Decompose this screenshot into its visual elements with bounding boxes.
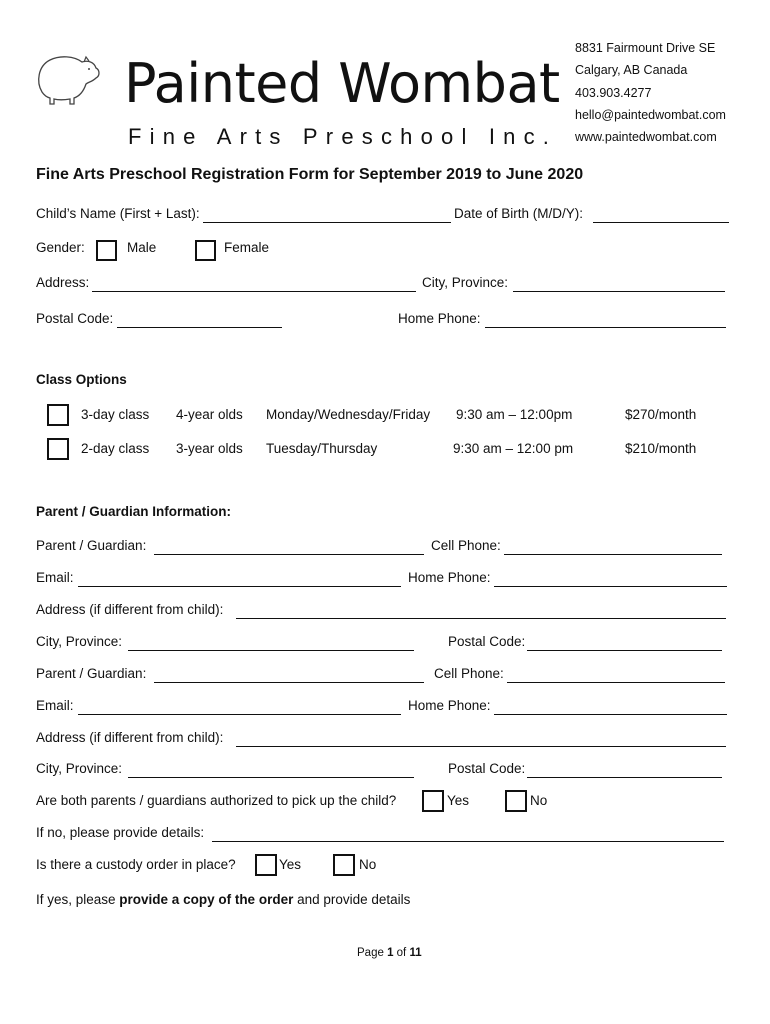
pickup-yes-label: Yes	[447, 793, 470, 808]
class-schedule: Tuesday/Thursday	[266, 441, 378, 456]
pickup-yes-checkbox[interactable]	[422, 790, 444, 812]
custody-no-checkbox[interactable]	[333, 854, 355, 876]
child-address-label: Address:	[36, 275, 90, 290]
guardian2-address-label: Address (if different from child):	[36, 730, 224, 745]
child-name-field[interactable]	[203, 222, 451, 223]
child-home-phone-field[interactable]	[485, 327, 726, 328]
guardian1-postal-field[interactable]	[527, 650, 722, 651]
guardian1-city-field[interactable]	[128, 650, 414, 651]
guardian2-postal-field[interactable]	[527, 777, 722, 778]
parent-heading: Parent / Guardian Information:	[36, 504, 232, 519]
class-option-checkbox[interactable]	[47, 438, 69, 460]
class-age: 3-year olds	[176, 441, 243, 456]
guardian2-postal-label: Postal Code:	[448, 761, 526, 776]
gender-female-checkbox[interactable]	[195, 240, 216, 261]
class-option-checkbox[interactable]	[47, 404, 69, 426]
guardian2-cell-label: Cell Phone:	[434, 666, 504, 681]
class-days: 3-day class	[81, 407, 150, 422]
gender-male-label: Male	[127, 240, 157, 255]
guardian1-home-phone-label: Home Phone:	[408, 570, 491, 585]
details-field[interactable]	[212, 841, 724, 842]
child-name-label: Child’s Name (First + Last):	[36, 206, 200, 221]
class-age: 4-year olds	[176, 407, 243, 422]
page-total: 11	[409, 947, 422, 959]
guardian2-home-phone-label: Home Phone:	[408, 698, 491, 713]
guardian1-label: Parent / Guardian:	[36, 538, 147, 553]
copy-bold: provide a copy of the order	[119, 892, 294, 907]
guardian2-cell-field[interactable]	[507, 682, 725, 683]
guardian1-email-field[interactable]	[78, 586, 401, 587]
page-number: 1	[387, 947, 394, 959]
form-title: Fine Arts Preschool Registration Form for September 2019 to June 2020	[36, 166, 584, 183]
guardian1-address-label: Address (if different from child):	[36, 602, 224, 617]
brand-tagline: Fine Arts Preschool Inc.	[128, 124, 558, 149]
child-city-field[interactable]	[513, 291, 725, 292]
dob-field[interactable]	[593, 222, 729, 223]
guardian2-email-field[interactable]	[78, 714, 401, 715]
guardian1-city-label: City, Province:	[36, 634, 123, 649]
class-days: 2-day class	[81, 441, 150, 456]
details-label: If no, please provide details:	[36, 825, 205, 840]
child-postal-label: Postal Code:	[36, 311, 114, 326]
wombat-logo	[34, 52, 102, 108]
of-word: of	[393, 947, 410, 959]
address-website: www.paintedwombat.com	[575, 130, 717, 144]
page-indicator	[357, 947, 422, 959]
gender-label: Gender:	[36, 240, 85, 255]
brand-name: Painted Wombat	[124, 52, 560, 115]
gender-male-checkbox[interactable]	[96, 240, 117, 261]
page-word: Page	[357, 947, 388, 959]
child-address-field[interactable]	[92, 291, 416, 292]
child-home-phone-label: Home Phone:	[398, 311, 481, 326]
address-phone: 403.903.4277	[575, 86, 652, 100]
guardian2-city-label: City, Province:	[36, 761, 123, 776]
class-time: 9:30 am – 12:00 pm	[453, 441, 574, 456]
custody-no-label: No	[359, 857, 377, 872]
guardian2-field[interactable]	[154, 682, 424, 683]
copy-suffix: and provide details	[293, 892, 411, 907]
class-options-heading: Class Options	[36, 372, 127, 387]
custody-question: Is there a custody order in place?	[36, 857, 236, 872]
guardian1-postal-label: Postal Code:	[448, 634, 526, 649]
child-postal-field[interactable]	[117, 327, 282, 328]
guardian1-home-phone-field[interactable]	[494, 586, 727, 587]
address-city: Calgary, AB Canada	[575, 63, 688, 77]
guardian2-label: Parent / Guardian:	[36, 666, 147, 681]
copy-prefix: If yes, please	[36, 892, 120, 907]
guardian1-address-field[interactable]	[236, 618, 726, 619]
guardian2-email-label: Email:	[36, 698, 74, 713]
pickup-no-checkbox[interactable]	[505, 790, 527, 812]
address-email: hello@paintedwombat.com	[575, 108, 726, 122]
class-time: 9:30 am – 12:00pm	[456, 407, 573, 422]
guardian2-city-field[interactable]	[128, 777, 414, 778]
guardian1-field[interactable]	[154, 554, 424, 555]
custody-copy-instruction	[36, 892, 410, 907]
class-schedule: Monday/Wednesday/Friday	[266, 407, 431, 422]
guardian2-home-phone-field[interactable]	[494, 714, 727, 715]
guardian1-cell-label: Cell Phone:	[431, 538, 501, 553]
dob-label: Date of Birth (M/D/Y):	[454, 206, 584, 221]
class-price: $270/month	[625, 407, 697, 422]
guardian1-email-label: Email:	[36, 570, 74, 585]
pickup-question: Are both parents / guardians authorized to pick up the child?	[36, 793, 397, 808]
guardian1-cell-field[interactable]	[504, 554, 722, 555]
custody-yes-checkbox[interactable]	[255, 854, 277, 876]
gender-female-label: Female	[224, 240, 270, 255]
guardian2-address-field[interactable]	[236, 746, 726, 747]
child-city-label: City, Province:	[422, 275, 509, 290]
address-street: 8831 Fairmount Drive SE	[575, 41, 716, 55]
class-price: $210/month	[625, 441, 697, 456]
custody-yes-label: Yes	[279, 857, 302, 872]
pickup-no-label: No	[530, 793, 548, 808]
